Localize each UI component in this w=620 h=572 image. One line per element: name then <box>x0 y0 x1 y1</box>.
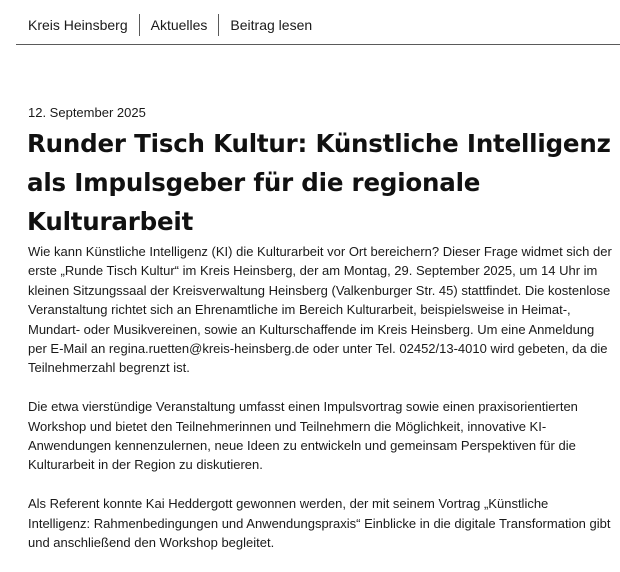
article-paragraph: Als Referent konnte Kai Heddergott gewonnen werden, der mit seinem Vortrag „Künstliche Intelligenz: Rahmenbedingungen und Anwendungspraxis“ Einblicke in die digitale Transformation gibt und anschließend den Workshop begleitet. <box>28 496 611 551</box>
article-body <box>28 242 613 572</box>
article-title: Runder Tisch Kultur: Künstliche Intelligenz als Impulsgeber für die regionale Kulturarbeit <box>27 129 611 236</box>
article-paragraph: Die etwa vierstündige Veranstaltung umfasst einen Impulsvortrag sowie einen praxisorientierten Workshop und bietet den Teilnehmerinnen und Teilnehmern die Möglichkeit, innovative KI-Anwendungen kennenzulernen, neue Ideen zu entwickeln und gemeinsam Perspektiven für die Kulturarbeit in der Region zu diskutieren. <box>28 399 578 473</box>
breadcrumb-item-current: Beitrag lesen <box>230 17 313 33</box>
article-paragraph: Wie kann Künstliche Intelligenz (KI) die Kulturarbeit vor Ort bereichern? Dieser Frage widmet sich der erste „Runde Tisch Kultur“ im Kreis Heinsberg, der am Montag, 29. September 2025, um 14 Uhr im kleinen Sitzungssaal der Kreisverwaltung Heinsberg (Valkenburger Str. 45) stattfindet. Die kostenlose Veranstaltung richtet sich an Ehrenamtliche im Bereich Kulturarbeit, beispielsweise in Heimat-, Mundart- oder Musikvereinen, sowie an Kulturschaffende im Kreis Heinsberg. Um eine Anmeldung per E-Mail an regina.ruetten@kreis-heinsberg.de oder unter Tel. 02452/13-4010 wird gebeten, da die Teilnehmerzahl begrenzt ist. <box>28 244 612 376</box>
article-date: 12. September 2025 <box>28 105 146 120</box>
breadcrumb-separator <box>139 14 140 36</box>
breadcrumb-item-aktuelles[interactable]: Aktuelles <box>150 17 208 33</box>
breadcrumb-item-kreis-heinsberg[interactable]: Kreis Heinsberg <box>28 17 128 33</box>
breadcrumb-separator <box>218 14 219 36</box>
breadcrumb <box>16 10 620 45</box>
